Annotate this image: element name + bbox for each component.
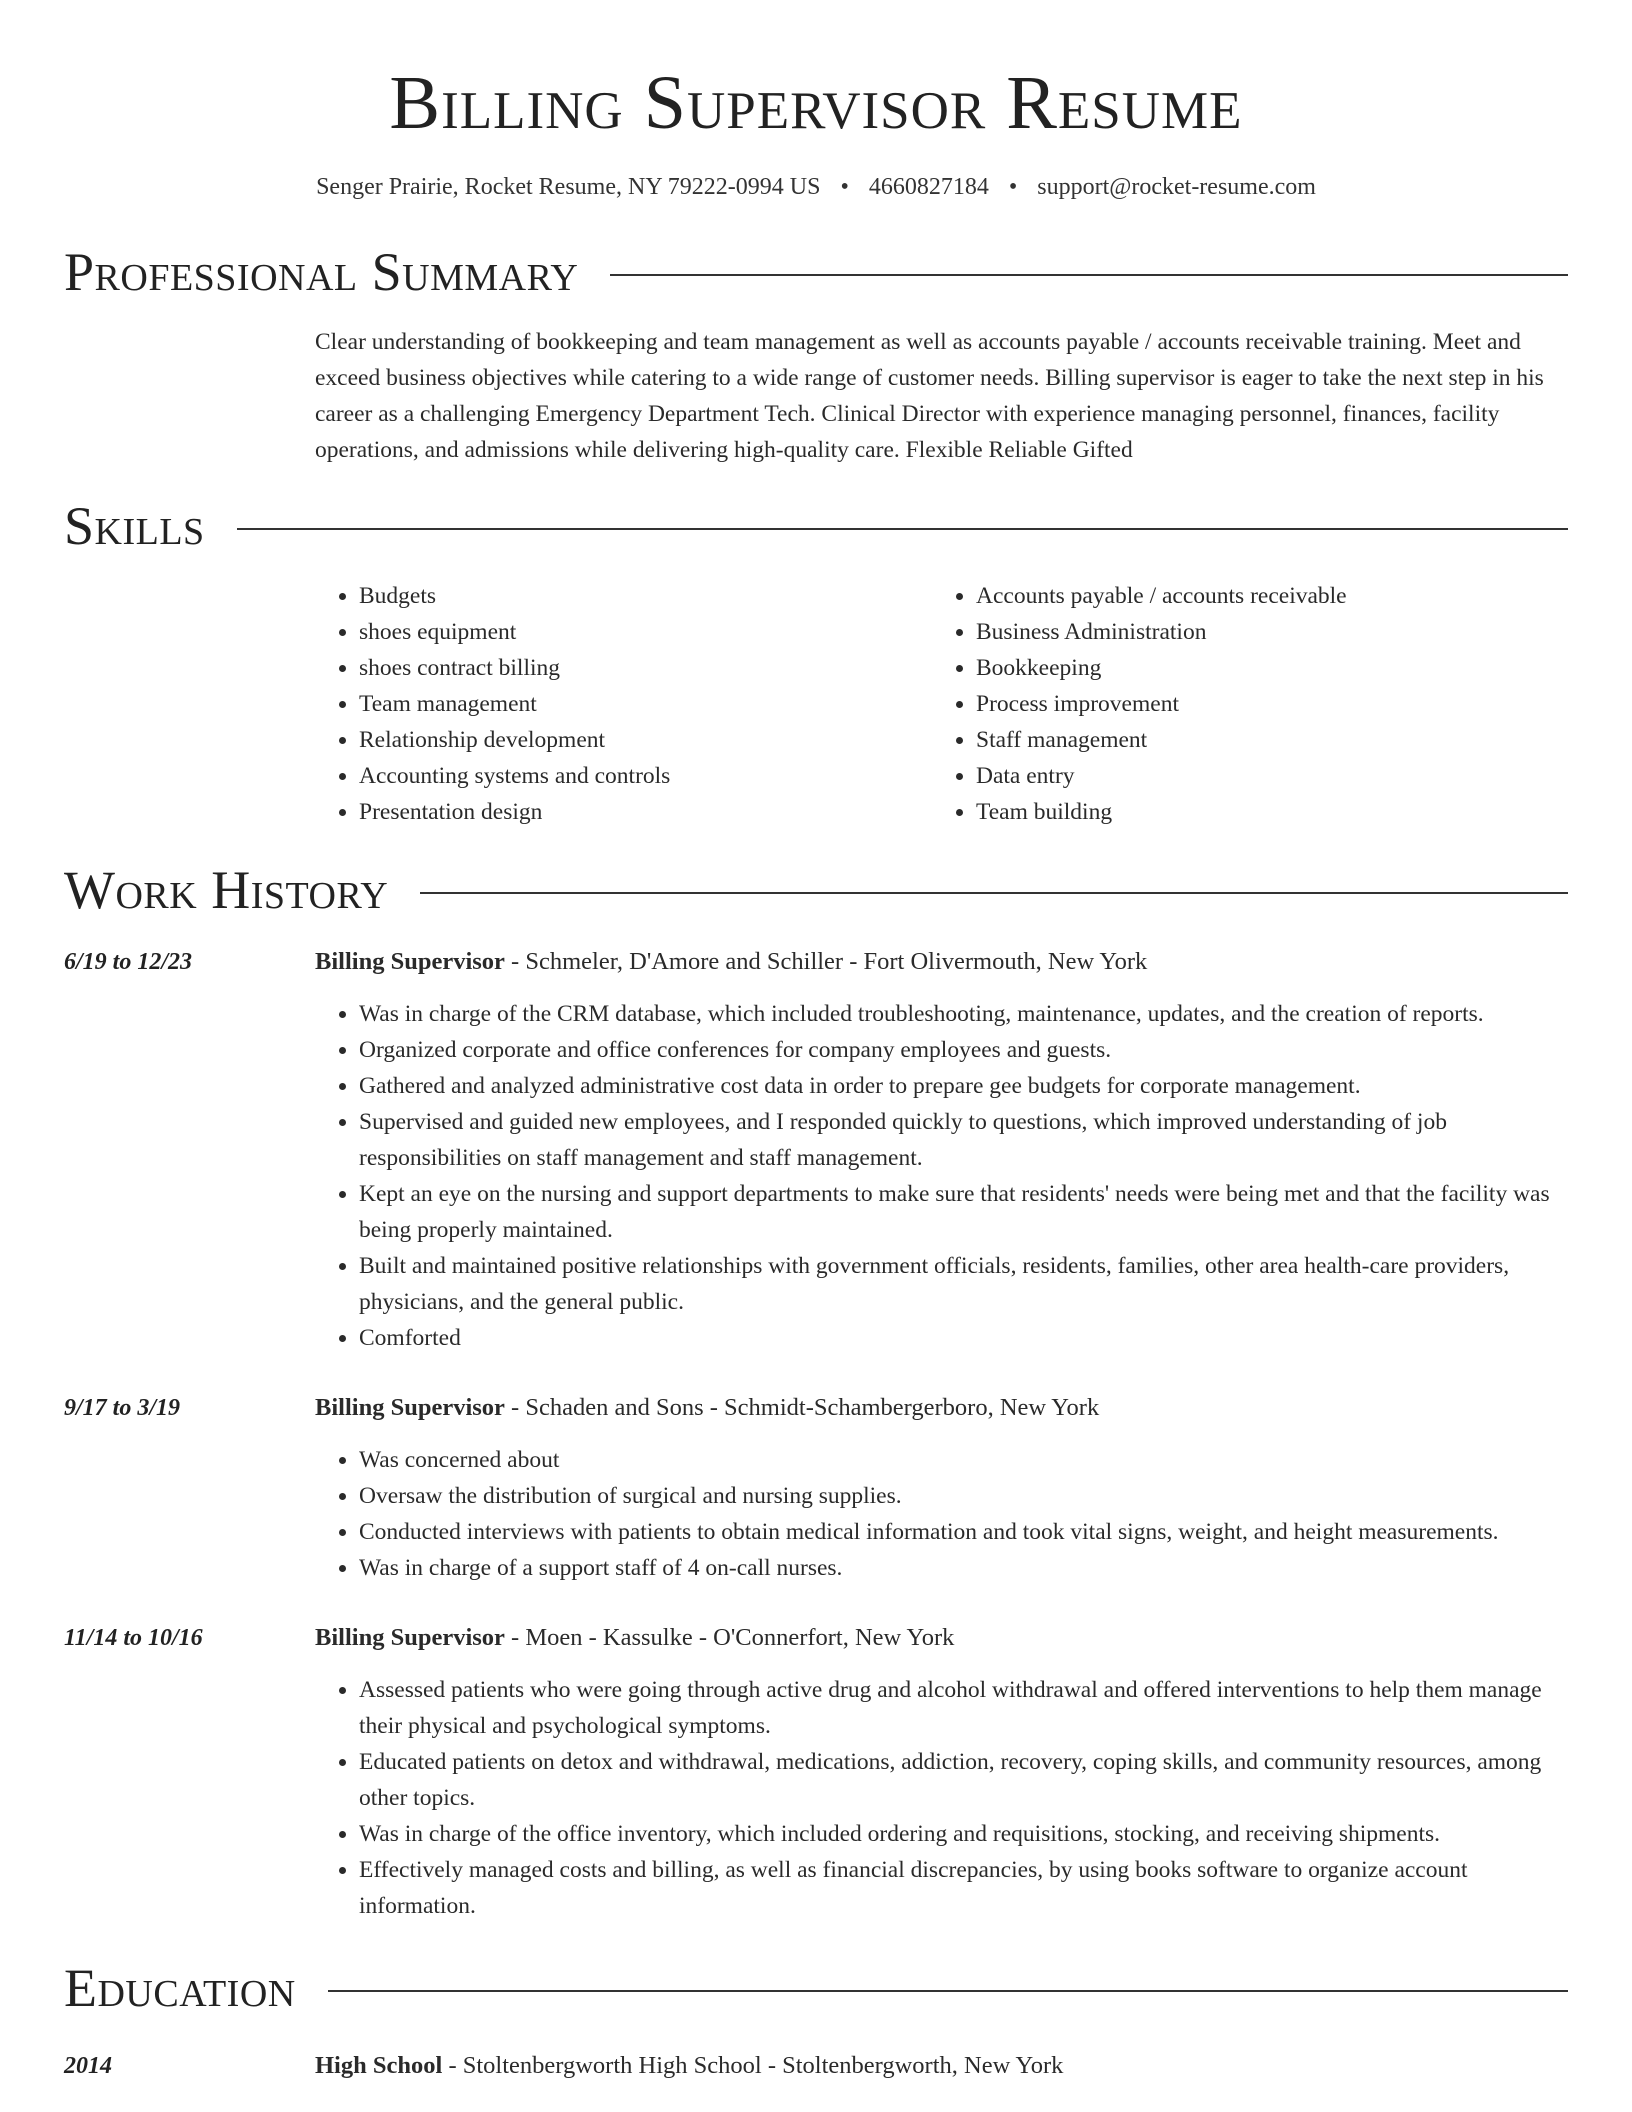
contact-separator: • [1008, 174, 1018, 200]
skill-item: • Team management [359, 686, 932, 722]
education-section-header [64, 1958, 1568, 2018]
job-bullet: • Comforted [359, 1320, 1568, 1356]
contact-line [64, 172, 1568, 202]
skills-columns [315, 578, 1568, 830]
job-entry [64, 1620, 1568, 1924]
education-heading-line [315, 2048, 1063, 2084]
job-bullet: • Organized corporate and office conferences for company employees and guests. [359, 1032, 1568, 1068]
skill-item: • Accounts payable / accounts receivable [976, 578, 1549, 614]
job-bullet: • Educated patients on detox and withdrawal, medications, addiction, recovery, coping skills, and community resources, among other topics. [359, 1744, 1568, 1816]
section-divider [328, 1990, 1568, 1992]
skill-item: • Business Administration [976, 614, 1549, 650]
skills-section-header [64, 496, 1568, 556]
job-bullet: • Kept an eye on the nursing and support departments to make sure that residents' needs were being met and that the facility was being properly maintained. [359, 1176, 1568, 1248]
job-role: Billing Supervisor [315, 1394, 505, 1421]
job-bullet: • Built and maintained positive relationships with government officials, residents, families, other area health-care providers, physicians, and the general public. [359, 1248, 1568, 1320]
skills-list-right [932, 578, 1549, 830]
education-heading: Education [64, 1958, 296, 2018]
job-date: 11/14 to 10/16 [64, 1625, 203, 1651]
skill-item: • Team building [976, 794, 1549, 830]
summary-text: Clear understanding of bookkeeping and team management as well as accounts payable / accounts receivable training. Meet and exceed business objectives while catering to a wide range of customer needs. Billing supervisor is eager to take the next step in his career as a challenging Emergency Department Tech. Clinical Director with experience managing personnel, finances, facility operations, and admissions while delivering high-quality care. Flexible Reliable Gifted [315, 329, 1544, 463]
education-date: 2014 [64, 2053, 112, 2079]
skill-item: • Process improvement [976, 686, 1549, 722]
skill-item: • Accounting systems and controls [359, 758, 932, 794]
skill-item: • Relationship development [359, 722, 932, 758]
job-entry [64, 944, 1568, 1356]
education-entry [64, 2048, 1568, 2084]
contact-separator: • [840, 174, 849, 200]
job-body [315, 1390, 1568, 1586]
job-heading [315, 1390, 1568, 1426]
job-bullet: • Was in charge of the CRM database, which included troubleshooting, maintenance, updates, and the creation of reports. [359, 996, 1568, 1032]
job-bullet: • Supervised and guided new employees, and I responded quickly to questions, which improved understanding of job responsibilities on staff management and staff management. [359, 1104, 1568, 1176]
skill-item: • shoes contract billing [359, 650, 932, 686]
job-bullet: • Gathered and analyzed administrative cost data in order to prepare gee budgets for corporate management. [359, 1068, 1568, 1104]
job-employer: - Schaden and Sons - Schmidt-Schambergerboro, New York [504, 1394, 1100, 1421]
contact-address: Senger Prairie, Rocket Resume, NY 79222-0994 US [316, 174, 821, 200]
education-degree: High School [315, 2052, 443, 2079]
contact-phone: 4660827184 [868, 174, 989, 200]
job-employer: - Schmeler, D'Amore and Schiller - Fort Olivermouth, New York [504, 948, 1148, 975]
contact-email[interactable]: support@rocket-resume.com [1037, 174, 1316, 200]
job-heading [315, 944, 1568, 980]
work-heading: Work History [64, 860, 389, 920]
job-bullet: • Was in charge of a support staff of 4 on-call nurses. [359, 1550, 1568, 1586]
work-section-header [64, 860, 1568, 920]
skill-item: • Presentation design [359, 794, 932, 830]
job-bullet: • Was concerned about [359, 1442, 1568, 1478]
skill-item: • Budgets [359, 578, 932, 614]
job-bullet: • Effectively managed costs and billing, as well as financial discrepancies, by using books software to organize account information. [359, 1852, 1568, 1924]
skill-item: • Bookkeeping [976, 650, 1549, 686]
education-school: - Stoltenbergworth High School - Stoltenbergworth, New York [442, 2052, 1064, 2079]
skills-list-left [315, 578, 932, 830]
job-employer: - Moen - Kassulke - O'Connerfort, New York [504, 1624, 955, 1651]
section-divider [237, 528, 1568, 530]
job-heading [315, 1620, 1568, 1656]
job-bullets [315, 996, 1568, 1356]
job-date: 6/19 to 12/23 [64, 949, 193, 975]
summary-section-header [64, 242, 1568, 302]
skills-heading: Skills [64, 496, 205, 556]
job-bullets [315, 1672, 1568, 1924]
section-divider [610, 274, 1568, 276]
job-role: Billing Supervisor [315, 1624, 505, 1651]
skill-item: • Staff management [976, 722, 1549, 758]
job-bullet: • Was in charge of the office inventory, which included ordering and requisitions, stocking, and receiving shipments. [359, 1816, 1568, 1852]
job-entry [64, 1390, 1568, 1586]
section-divider [420, 892, 1568, 894]
job-role: Billing Supervisor [315, 948, 505, 975]
job-bullets [315, 1442, 1568, 1586]
resume-page [64, 0, 1568, 2084]
skill-item: • shoes equipment [359, 614, 932, 650]
job-body [315, 944, 1568, 1356]
job-bullet: • Conducted interviews with patients to obtain medical information and took vital signs, weight, and height measurements. [359, 1514, 1568, 1550]
job-bullet: • Oversaw the distribution of surgical and nursing supplies. [359, 1478, 1568, 1514]
skill-item: • Data entry [976, 758, 1549, 794]
job-date: 9/17 to 3/19 [64, 1395, 181, 1421]
job-body [315, 1620, 1568, 1924]
summary-heading: Professional Summary [64, 242, 579, 302]
job-bullet: • Assessed patients who were going through active drug and alcohol withdrawal and offered interventions to help them manage their physical and psychological symptoms. [359, 1672, 1568, 1744]
resume-title: Billing Supervisor Resume [389, 61, 1243, 145]
